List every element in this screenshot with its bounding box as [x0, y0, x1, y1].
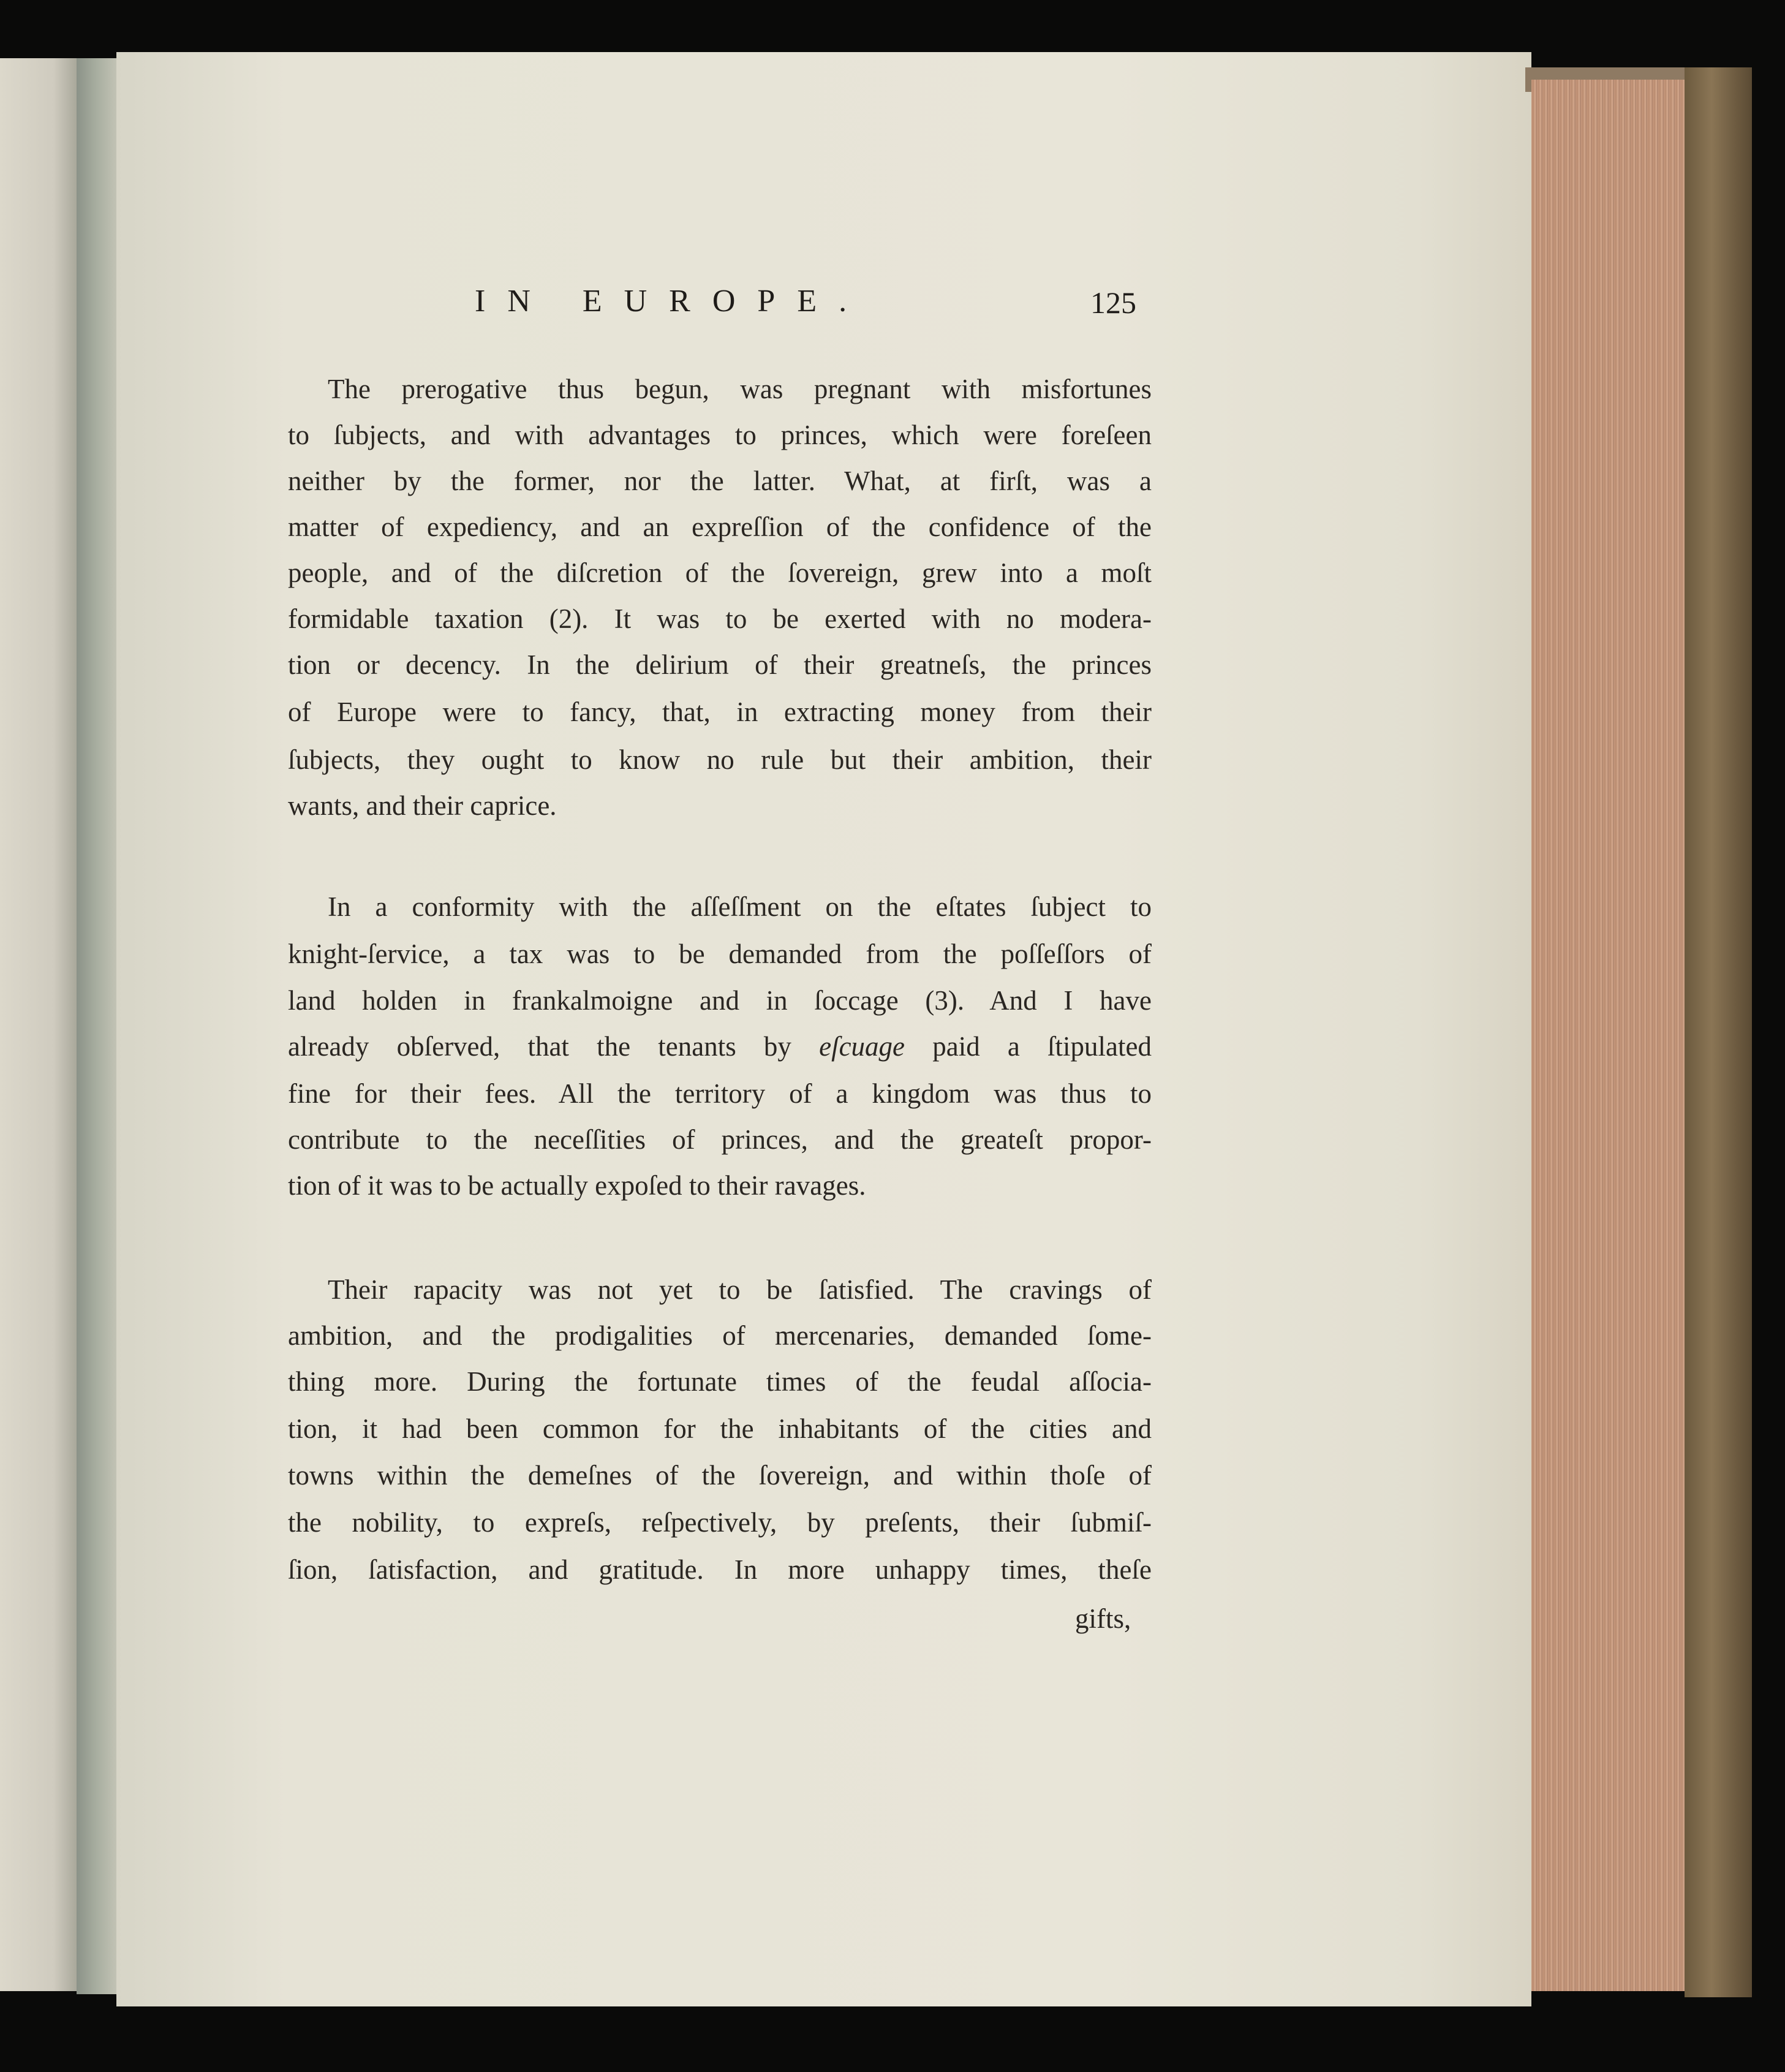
left-page-edge — [0, 58, 77, 1991]
text-line: land holden in frankalmoigne and in ſoccage (3). And I have — [288, 985, 1152, 1016]
book-cover-edge — [1685, 67, 1752, 1997]
text-segment: already obſerved, that the tenants by — [288, 1031, 791, 1062]
text-line: wants, and their caprice. — [288, 790, 557, 821]
text-line-with-italic — [288, 1028, 1152, 1065]
text-line: knight-ſervice, a tax was to be demanded from the poſſeſſors of — [288, 939, 1152, 969]
text-line: fine for their fees. All the territory of a kingdom was thus to — [288, 1078, 1152, 1109]
text-line: people, and of the diſcretion of the ſovereign, grew into a moſt — [288, 558, 1152, 588]
text-line: to ſubjects, and with advantages to princes, which were foreſeen — [288, 420, 1152, 450]
text-line: ſion, ſatisfaction, and gratitude. In more unhappy times, theſe — [288, 1554, 1152, 1585]
text-line: matter of expediency, and an expreſſion of the confidence of the — [288, 512, 1152, 542]
book-gutter — [77, 58, 119, 1994]
text-line: Their rapacity was not yet to be ſatisfied. The cravings of — [328, 1274, 1152, 1305]
text-line: towns within the demeſnes of the ſovereign, and within thoſe of — [288, 1460, 1152, 1491]
text-line: formidable taxation (2). It was to be exerted with no modera- — [288, 603, 1152, 634]
text-segment: paid a ſtipulated — [932, 1031, 1152, 1062]
text-line: tion, it had been common for the inhabitants of the cities and — [288, 1413, 1152, 1444]
catchword: gifts, — [1075, 1603, 1131, 1634]
running-head: IN EUROPE. — [475, 284, 869, 319]
text-line: ſubjects, they ought to know no rule but their ambition, their — [288, 744, 1152, 775]
page-block-edges — [1531, 80, 1685, 1991]
text-line: ambition, and the prodigalities of mercenaries, demanded ſome- — [288, 1320, 1152, 1351]
page-number: 125 — [1090, 285, 1136, 320]
text-line: of Europe were to fancy, that, in extracting money from their — [288, 697, 1152, 727]
text-line: tion or decency. In the delirium of their greatneſs, the princes — [288, 649, 1152, 680]
italic-term: eſcuage — [819, 1031, 905, 1062]
text-line: contribute to the neceſſities of princes, and the greateſt propor- — [288, 1124, 1152, 1155]
text-line: neither by the former, nor the latter. What, at firſt, was a — [288, 466, 1152, 496]
text-line: tion of it was to be actually expoſed to their ravages. — [288, 1170, 866, 1201]
text-line: In a conformity with the aſſeſſment on the eſtates ſubject to — [328, 891, 1152, 922]
text-line: thing more. During the fortunate times of the feudal aſſocia- — [288, 1366, 1152, 1397]
text-line: The prerogative thus begun, was pregnant with misfortunes — [328, 374, 1152, 404]
text-line: the nobility, to expreſs, reſpectively, by preſents, their ſubmiſ- — [288, 1507, 1152, 1538]
